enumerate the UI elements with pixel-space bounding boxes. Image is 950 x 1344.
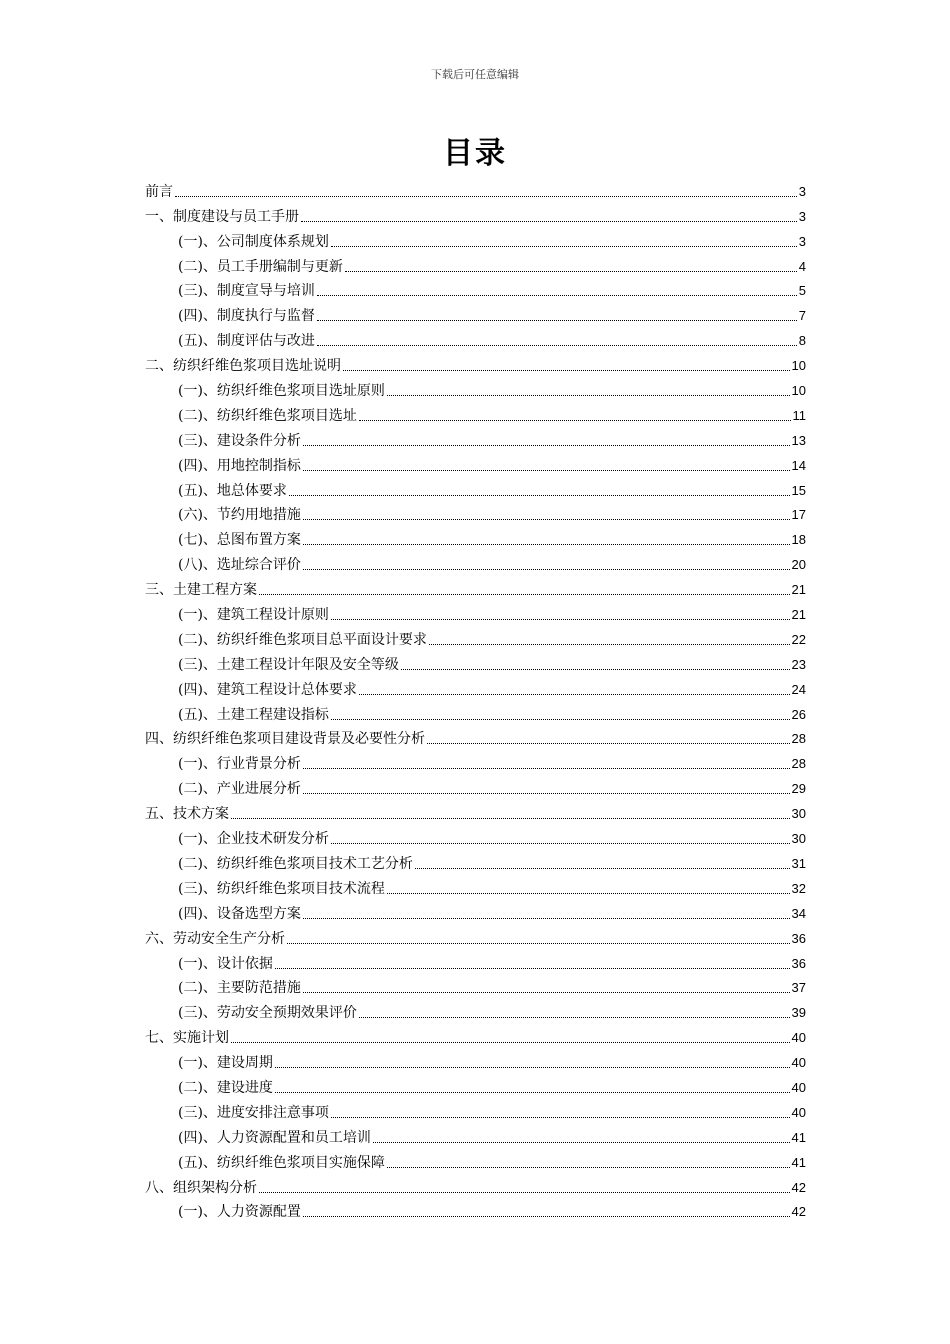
toc-entry-title: (三)、纺织纤维色浆项目技术流程 [178, 880, 385, 897]
toc-entry-page-number: 36 [791, 930, 806, 946]
toc-entry-page-number: 22 [791, 631, 806, 647]
toc-entry-page-number: 42 [791, 1179, 806, 1195]
toc-entry-page-number: 3 [798, 183, 806, 199]
toc-entry[interactable] [145, 997, 806, 1022]
toc-entry-title: (四)、制度执行与监督 [178, 308, 315, 325]
toc-entry[interactable] [145, 1197, 806, 1222]
toc-entry[interactable] [145, 1097, 806, 1122]
toc-entry-title: (一)、公司制度体系规划 [178, 233, 329, 250]
toc-entry[interactable] [145, 873, 806, 898]
toc-entry-title: (一)、企业技术研发分析 [178, 831, 329, 848]
toc-entry-title: 八、组织架构分析 [145, 1179, 257, 1196]
toc-entry[interactable] [145, 1072, 806, 1097]
toc-entry[interactable] [145, 973, 806, 998]
toc-dot-leader [231, 818, 790, 819]
toc-entry[interactable] [145, 1022, 806, 1047]
toc-entry-title: (三)、劳动安全预期效果评价 [178, 1005, 357, 1022]
toc-entry-title: 一、制度建设与员工手册 [145, 208, 299, 225]
toc-entry-page-number: 10 [791, 358, 806, 374]
toc-entry-title: (二)、员工手册编制与更新 [178, 258, 343, 275]
toc-entry-page-number: 21 [791, 582, 806, 598]
toc-dot-leader [231, 1042, 790, 1043]
toc-dot-leader [343, 370, 790, 371]
toc-dot-leader [359, 1017, 790, 1018]
toc-entry[interactable] [145, 1147, 806, 1172]
toc-dot-leader [359, 694, 790, 695]
toc-dot-leader [303, 445, 790, 446]
toc-dot-leader [331, 619, 790, 620]
toc-dot-leader [275, 1067, 790, 1068]
toc-entry-title: (二)、产业进展分析 [178, 781, 301, 798]
toc-entry-page-number: 14 [791, 457, 806, 473]
toc-entry[interactable] [145, 923, 806, 948]
toc-entry-page-number: 30 [791, 831, 806, 847]
toc-entry[interactable] [145, 574, 806, 599]
toc-entry-title: (五)、制度评估与改进 [178, 333, 315, 350]
toc-dot-leader [303, 569, 790, 570]
toc-dot-leader [303, 793, 790, 794]
toc-entry-title: 四、纺织纤维色浆项目建设背景及必要性分析 [145, 731, 425, 748]
toc-dot-leader [289, 495, 790, 496]
toc-dot-leader [303, 918, 790, 919]
toc-entry-page-number: 21 [791, 607, 806, 623]
toc-entry[interactable] [145, 724, 806, 749]
toc-entry-page-number: 17 [791, 507, 806, 523]
toc-dot-leader [303, 519, 790, 520]
toc-dot-leader [317, 345, 797, 346]
toc-dot-leader [259, 594, 790, 595]
toc-entry-page-number: 20 [791, 557, 806, 573]
toc-entry-title: (五)、纺织纤维色浆项目实施保障 [178, 1154, 385, 1171]
toc-entry-title: (二)、主要防范措施 [178, 980, 301, 997]
toc-dot-leader [317, 295, 797, 296]
toc-dot-leader [303, 544, 790, 545]
toc-entry-title: (一)、纺织纤维色浆项目选址原则 [178, 383, 385, 400]
toc-entry-page-number: 18 [791, 532, 806, 548]
toc-entry[interactable] [145, 325, 806, 350]
toc-entry[interactable] [145, 674, 806, 699]
toc-dot-leader [331, 246, 797, 247]
toc-entry[interactable] [145, 375, 806, 400]
toc-entry[interactable] [145, 201, 806, 226]
toc-entry-title: (二)、纺织纤维色浆项目选址 [178, 407, 357, 424]
toc-entry-page-number: 32 [791, 880, 806, 896]
toc-entry[interactable] [145, 549, 806, 574]
toc-entry-title: 二、纺织纤维色浆项目选址说明 [145, 358, 341, 375]
toc-entry-page-number: 40 [791, 1030, 806, 1046]
toc-entry[interactable] [145, 699, 806, 724]
toc-dot-leader [317, 320, 797, 321]
toc-dot-leader [359, 420, 791, 421]
toc-entry[interactable] [145, 251, 806, 276]
toc-entry-page-number: 40 [791, 1104, 806, 1120]
toc-entry-page-number: 34 [791, 905, 806, 921]
toc-entry-page-number: 37 [791, 980, 806, 996]
toc-entry[interactable] [145, 524, 806, 549]
toc-entry-page-number: 28 [791, 731, 806, 747]
toc-dot-leader [303, 768, 790, 769]
toc-entry[interactable] [145, 350, 806, 375]
toc-dot-leader [331, 843, 790, 844]
toc-dot-leader [387, 395, 790, 396]
toc-dot-leader [415, 868, 790, 869]
toc-entry-page-number: 28 [791, 756, 806, 772]
toc-entry-title: 五、技术方案 [145, 806, 229, 823]
toc-entry-page-number: 39 [791, 1005, 806, 1021]
toc-entry[interactable] [145, 948, 806, 973]
toc-entry-title: (五)、地总体要求 [178, 482, 287, 499]
toc-dot-leader [429, 644, 790, 645]
toc-entry-title: (八)、选址综合评价 [178, 557, 301, 574]
toc-entry[interactable] [145, 400, 806, 425]
toc-entry-title: (四)、设备选型方案 [178, 905, 301, 922]
toc-entry-page-number: 7 [798, 308, 806, 324]
toc-entry-page-number: 4 [798, 258, 806, 274]
toc-entry-title: (一)、建设周期 [178, 1055, 273, 1072]
table-of-contents [145, 176, 806, 1221]
toc-dot-leader [275, 1092, 790, 1093]
toc-entry-title: 三、土建工程方案 [145, 582, 257, 599]
toc-dot-leader [175, 196, 797, 197]
toc-dot-leader [387, 893, 790, 894]
page-title: 目录 [443, 136, 507, 171]
toc-entry-title: (四)、用地控制指标 [178, 457, 301, 474]
toc-entry-title: (二)、纺织纤维色浆项目总平面设计要求 [178, 631, 427, 648]
toc-dot-leader [303, 992, 790, 993]
toc-dot-leader [331, 1117, 790, 1118]
toc-dot-leader [401, 669, 790, 670]
toc-entry-page-number: 41 [791, 1129, 806, 1145]
toc-entry[interactable] [145, 649, 806, 674]
toc-dot-leader [275, 968, 790, 969]
toc-entry[interactable] [145, 450, 806, 475]
toc-entry-page-number: 24 [791, 681, 806, 697]
toc-entry-title: (五)、土建工程建设指标 [178, 706, 329, 723]
toc-entry-title: (三)、建设条件分析 [178, 432, 301, 449]
toc-entry-page-number: 11 [792, 407, 806, 423]
toc-entry-page-number: 36 [791, 955, 806, 971]
toc-entry[interactable] [145, 500, 806, 525]
toc-entry[interactable] [145, 276, 806, 301]
toc-entry-title: 前言 [145, 183, 173, 200]
toc-entry[interactable] [145, 1047, 806, 1072]
toc-entry-page-number: 13 [791, 432, 806, 448]
toc-entry-page-number: 29 [791, 781, 806, 797]
toc-entry-page-number: 31 [791, 855, 806, 871]
toc-entry-title: (一)、设计依据 [178, 955, 273, 972]
toc-entry[interactable] [145, 300, 806, 325]
toc-entry[interactable] [145, 748, 806, 773]
toc-dot-leader [387, 1167, 790, 1168]
toc-dot-leader [301, 221, 797, 222]
toc-entry-page-number: 26 [791, 706, 806, 722]
toc-entry-title: (四)、人力资源配置和员工培训 [178, 1129, 371, 1146]
toc-entry[interactable] [145, 226, 806, 251]
toc-entry[interactable] [145, 176, 806, 201]
toc-entry-page-number: 3 [798, 208, 806, 224]
toc-entry-title: (三)、土建工程设计年限及安全等级 [178, 656, 399, 673]
toc-dot-leader [259, 1192, 790, 1193]
toc-entry[interactable] [145, 848, 806, 873]
toc-entry-title: 六、劳动安全生产分析 [145, 930, 285, 947]
toc-entry-page-number: 10 [791, 383, 806, 399]
toc-entry-title: (四)、建筑工程设计总体要求 [178, 681, 357, 698]
toc-dot-leader [345, 271, 797, 272]
page-header: 下载后可任意编辑 [431, 68, 519, 81]
toc-entry-page-number: 8 [798, 333, 806, 349]
toc-dot-leader [303, 1216, 790, 1217]
toc-entry[interactable] [145, 425, 806, 450]
toc-entry-page-number: 30 [791, 806, 806, 822]
toc-entry-title: 七、实施计划 [145, 1030, 229, 1047]
toc-entry-page-number: 23 [791, 656, 806, 672]
toc-entry-title: (二)、建设进度 [178, 1079, 273, 1096]
toc-dot-leader [287, 943, 790, 944]
toc-entry-page-number: 42 [791, 1204, 806, 1220]
toc-entry-page-number: 40 [791, 1079, 806, 1095]
toc-entry-page-number: 15 [791, 482, 806, 498]
toc-entry[interactable] [145, 773, 806, 798]
toc-entry-page-number: 40 [791, 1055, 806, 1071]
toc-entry-page-number: 5 [798, 283, 806, 299]
toc-dot-leader [373, 1142, 790, 1143]
toc-entry[interactable] [145, 1122, 806, 1147]
toc-entry[interactable] [145, 898, 806, 923]
toc-entry-title: (一)、建筑工程设计原则 [178, 607, 329, 624]
toc-entry-title: (一)、人力资源配置 [178, 1204, 301, 1221]
toc-entry[interactable] [145, 599, 806, 624]
toc-entry-title: (三)、制度宣导与培训 [178, 283, 315, 300]
toc-entry[interactable] [145, 624, 806, 649]
toc-entry-title: (六)、节约用地措施 [178, 507, 301, 524]
toc-entry[interactable] [145, 1172, 806, 1197]
toc-entry-page-number: 41 [791, 1154, 806, 1170]
toc-entry-page-number: 3 [798, 233, 806, 249]
toc-entry[interactable] [145, 475, 806, 500]
toc-dot-leader [331, 719, 790, 720]
toc-entry[interactable] [145, 823, 806, 848]
toc-dot-leader [303, 470, 790, 471]
toc-entry-title: (一)、行业背景分析 [178, 756, 301, 773]
toc-entry-title: (二)、纺织纤维色浆项目技术工艺分析 [178, 855, 413, 872]
toc-entry-title: (三)、进度安排注意事项 [178, 1104, 329, 1121]
toc-entry-title: (七)、总图布置方案 [178, 532, 301, 549]
toc-dot-leader [427, 743, 790, 744]
toc-entry[interactable] [145, 798, 806, 823]
